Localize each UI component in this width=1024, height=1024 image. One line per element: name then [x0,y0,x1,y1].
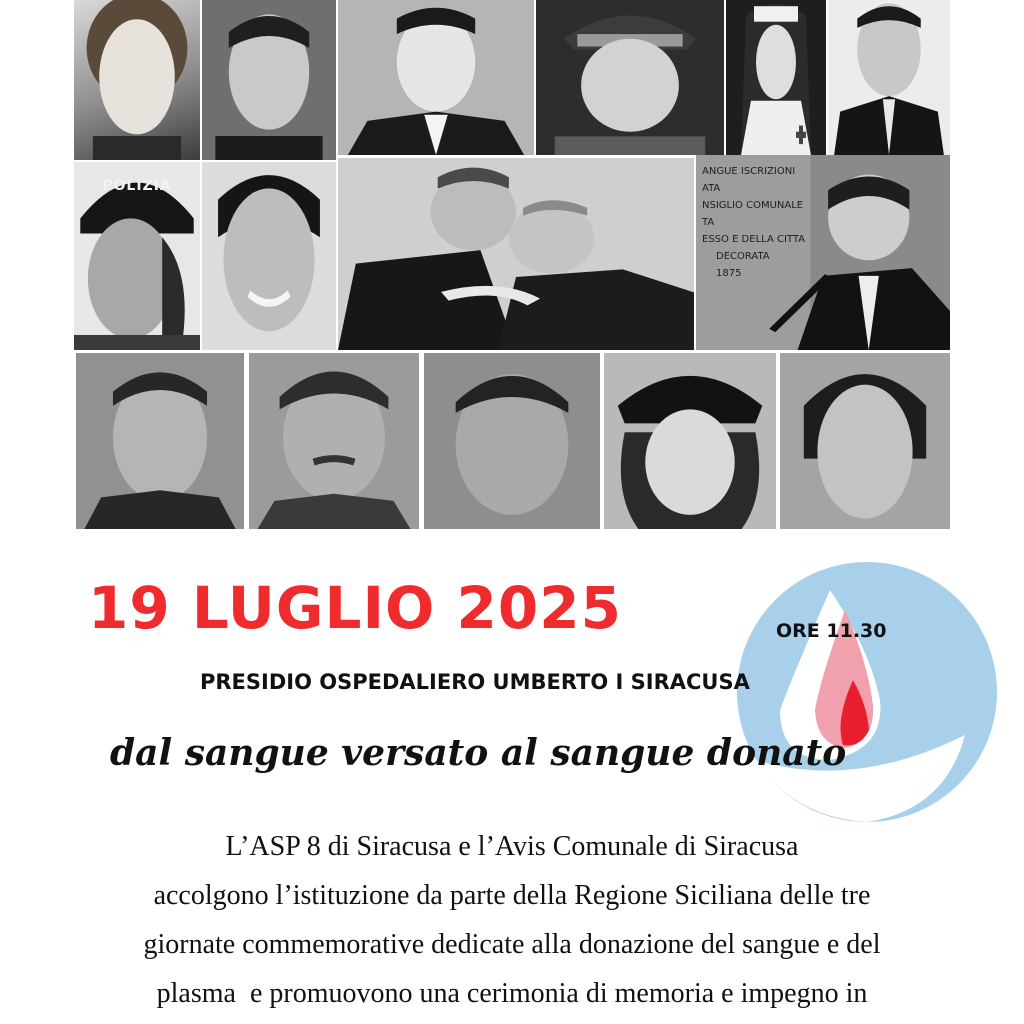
portrait-photo-9 [249,353,419,529]
two-men-photo [338,158,694,350]
portrait-photo-10 [424,353,600,529]
portrait-photo-8 [76,353,244,529]
portrait-photo-1 [74,0,200,160]
event-time: ORE 11.30 [776,620,887,642]
commemorative-plaque: ANGUE ISCRIZIONI ATA NSIGLIO COMUNALE TA ESSO E DELLA CITTA DECORATA 1875 [702,166,806,279]
description-line: L’ASP 8 di Siracusa e l’Avis Comunale di Siracusa [225,831,799,862]
portrait-photo-4 [536,0,724,155]
description-line: accolgono l’istituzione da parte della Regione Siciliana delle tre [153,880,871,911]
police-cap-label: POLIZIA [102,178,172,194]
portrait-photo-6 [828,0,950,155]
event-description [40,822,984,1018]
man-at-podium-photo [696,155,950,350]
avis-blood-drop-logo [735,560,1000,825]
event-venue: PRESIDIO OSPEDALIERO UMBERTO I SIRACUSA [200,670,750,694]
portrait-photo-3 [338,0,534,155]
description-line: plasma e promuovono una cerimonia di memoria e impegno in [156,978,868,1009]
portrait-photo-7 [202,162,336,350]
event-motto: dal sangue versato al sangue donato [110,732,847,774]
police-officer-photo [74,162,200,350]
event-date-headline: 19 LUGLIO 2025 [88,574,622,642]
portrait-photo-2 [202,0,336,160]
description-line: giornate commemorative dedicate alla donazione del sangue e del [143,929,881,960]
policewoman-photo [604,353,776,529]
portrait-photo-5 [726,0,826,155]
portrait-photo-11 [780,353,950,529]
